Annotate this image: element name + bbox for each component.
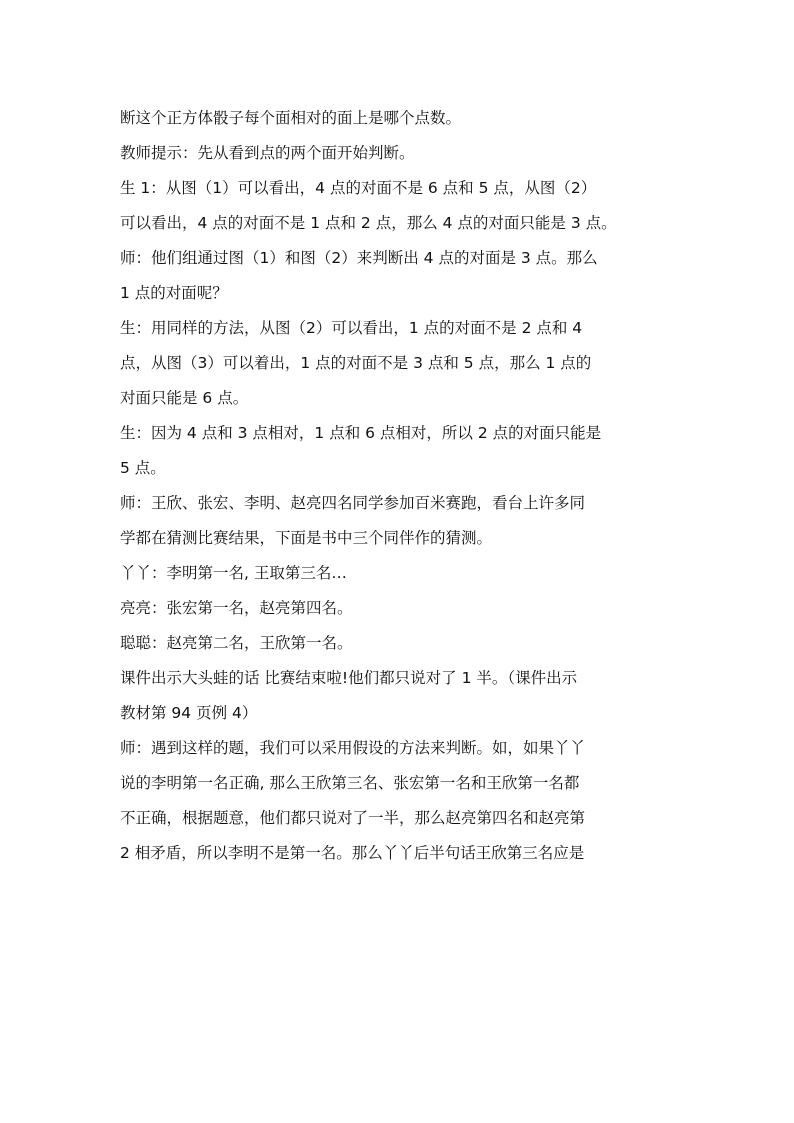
text-line: 生 1：从图（1）可以看出，4 点的对面不是 6 点和 5 点，从图（2） [120, 179, 597, 197]
text-line: 生：因为 4 点和 3 点相对，1 点和 6 点相对，所以 2 点的对面只能是 [120, 424, 602, 442]
text-line: 师：王欣、张宏、李明、赵亮四名同学参加百米赛跑，看台上许多同 [120, 494, 586, 512]
text-line: 不正确，根据题意，他们都只说对了一半，那么赵亮第四名和赵亮第 [120, 809, 586, 827]
text-line: 学都在猜测比赛结果，下面是书中三个同伴作的猜测。 [120, 529, 493, 547]
text-line: 亮亮：张宏第一名，赵亮第四名。 [120, 599, 353, 617]
text-line: 丫丫：李明第一名, 王取第三名… [120, 564, 347, 582]
text-line: 课件出示大头蛙的话 比赛结束啦!他们都只说对了 1 半。（课件出示 [120, 669, 578, 687]
text-line: 师：遇到这样的题，我们可以采用假设的方法来判断。如，如果丫丫 [120, 739, 586, 757]
text-line: 教师提示：先从看到点的两个面开始判断。 [120, 144, 415, 162]
text-line: 师：他们组通过图（1）和图（2）来判断出 4 点的对面是 3 点。那么 [120, 249, 598, 267]
text-line: 点，从图（3）可以着出，1 点的对面不是 3 点和 5 点，那么 1 点的 [120, 354, 592, 372]
text-line: 聪聪：赵亮第二名，王欣第一名。 [120, 634, 353, 652]
text-line: 5 点。 [120, 459, 166, 477]
text-line: 生：用同样的方法，从图（2）可以看出，1 点的对面不是 2 点和 4 [120, 319, 583, 337]
text-line: 可以看出，4 点的对面不是 1 点和 2 点，那么 4 点的对面只能是 3 点。 [120, 214, 617, 232]
text-line: 断这个正方体骰子每个面相对的面上是哪个点数。 [120, 109, 462, 127]
text-line: 说的李明第一名正确, 那么王欣第三名、张宏第一名和王欣第一名都 [120, 774, 580, 792]
text-line: 2 相矛盾，所以李明不是第一名。那么丫丫后半句话王欣第三名应是 [120, 844, 585, 862]
text-line: 1 点的对面呢？ [120, 284, 228, 302]
document-body [120, 101, 680, 871]
text-line: 教材第 94 页例 4） [120, 704, 258, 722]
text-line: 对面只能是 6 点。 [120, 389, 249, 407]
